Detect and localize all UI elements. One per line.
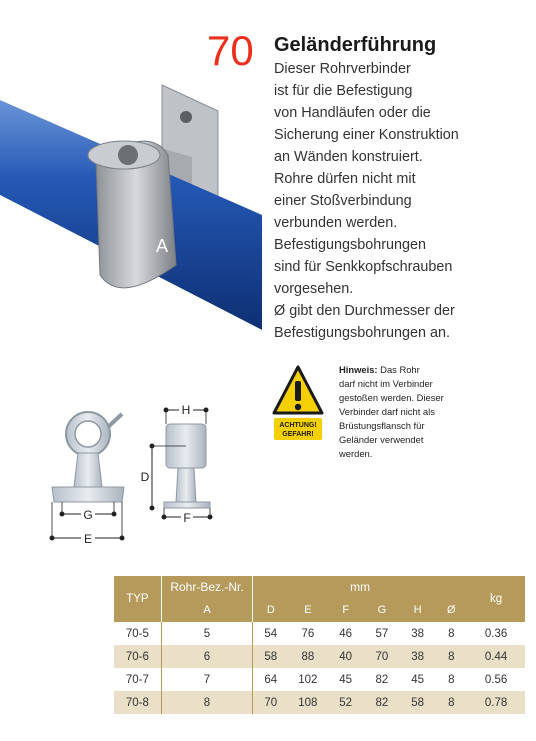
dim-label-h: H [181,403,191,417]
warning-badge-line2: GEFAHR! [282,431,314,438]
cell-f: 45 [339,673,353,686]
specs-table [114,576,525,714]
cell-kg: 0.56 [484,673,508,686]
cell-d: 64 [264,673,278,686]
cell-d: 70 [253,691,289,714]
col-header-d: D [253,598,289,622]
cell-e: 108 [288,691,327,714]
cell-kg: 0.78 [467,691,525,714]
description-line: Sicherung einer Konstruktion [274,127,459,143]
description-line: Befestigungsbohrungen [274,237,427,253]
table-row [114,645,525,668]
col-header-g: G [364,598,400,622]
cell-diameter: 8 [436,645,468,668]
col-header-kg: kg [467,576,525,622]
cell-f: 46 [339,627,353,640]
product-photo [0,45,262,345]
table-row [114,668,525,691]
cell-a: 7 [161,668,252,691]
cell-typ: 70-8 [114,691,161,714]
description-line: an Wänden konstruiert. [274,149,423,165]
col-header-mm: mm [253,576,467,598]
description-line: Dieser Rohrverbinder [274,61,411,77]
cell-diameter: 8 [448,627,455,640]
product-description [274,58,529,344]
cell-h: 58 [400,691,436,714]
col-header-a: A [161,598,252,622]
cell-g: 82 [375,673,389,686]
dim-label-e: E [83,532,93,546]
cell-e: 88 [288,645,327,668]
description-line: einer Stoßverbindung [274,193,412,209]
col-header-rohr: Rohr-Bez.-Nr. [161,576,252,598]
table-row [114,622,525,645]
col-header-h: H [400,598,436,622]
col-header-e: E [288,598,327,622]
hint-line: werden. [339,448,373,459]
cell-d: 58 [253,645,289,668]
col-header-diameter: Ø [436,598,468,622]
warning-hint [339,363,534,461]
cell-g: 82 [364,691,400,714]
col-header-f: F [327,598,364,622]
dim-label-d: D [140,470,150,484]
technical-drawing [40,395,230,555]
photo-label: A [156,236,169,256]
cell-a: 5 [161,622,252,645]
cell-a: 6 [161,645,252,668]
description-line: vorgesehen. [274,281,354,297]
description-line: Befestigungsbohrungen an. [274,325,451,341]
description-line: sind für Senkkopfschrauben [274,259,453,275]
cell-diameter: 8 [436,691,468,714]
cell-kg: 0.44 [467,645,525,668]
hint-line: Das Rohr [380,364,420,375]
product-code: 70 [207,27,254,74]
cell-kg: 0.36 [484,627,508,640]
cell-h: 38 [411,627,425,640]
hint-line: gestoßen werden. Dieser [339,392,444,403]
description-line: Ø gibt den Durchmesser der [274,303,455,319]
cell-h: 38 [400,645,436,668]
cell-e: 76 [301,627,315,640]
hint-line: Geländer verwendet [339,434,424,445]
description-line: Rohre dürfen nicht mit [274,171,416,187]
cell-h: 45 [411,673,425,686]
warning-badge-line1: ACHTUNG! [279,422,317,429]
table-row [114,691,525,714]
description-line: verbunden werden. [274,215,398,231]
col-header-typ: TYP [114,576,161,622]
hint-line: darf nicht im Verbinder [339,378,433,389]
warning-icon [272,364,324,442]
cell-a: 8 [161,691,252,714]
cell-typ: 70-5 [125,627,149,640]
description-line: von Handläufen oder die [274,105,431,121]
product-title: Geländerführung [274,34,437,56]
cell-g: 57 [375,627,389,640]
hint-line: Brüstungsflansch für [339,420,425,431]
cell-typ: 70-7 [125,673,149,686]
cell-d: 54 [264,627,278,640]
cell-g: 70 [364,645,400,668]
cell-typ: 70-6 [114,645,161,668]
dim-label-f: F [183,511,191,525]
dim-label-g: G [83,508,93,522]
description-line: ist für die Befestigung [274,83,413,99]
hint-line: Verbinder darf nicht als [339,406,435,417]
cell-f: 40 [327,645,364,668]
cell-e: 102 [298,673,318,686]
hint-label: Hinweis: [339,364,378,375]
cell-f: 52 [327,691,364,714]
cell-diameter: 8 [448,673,455,686]
